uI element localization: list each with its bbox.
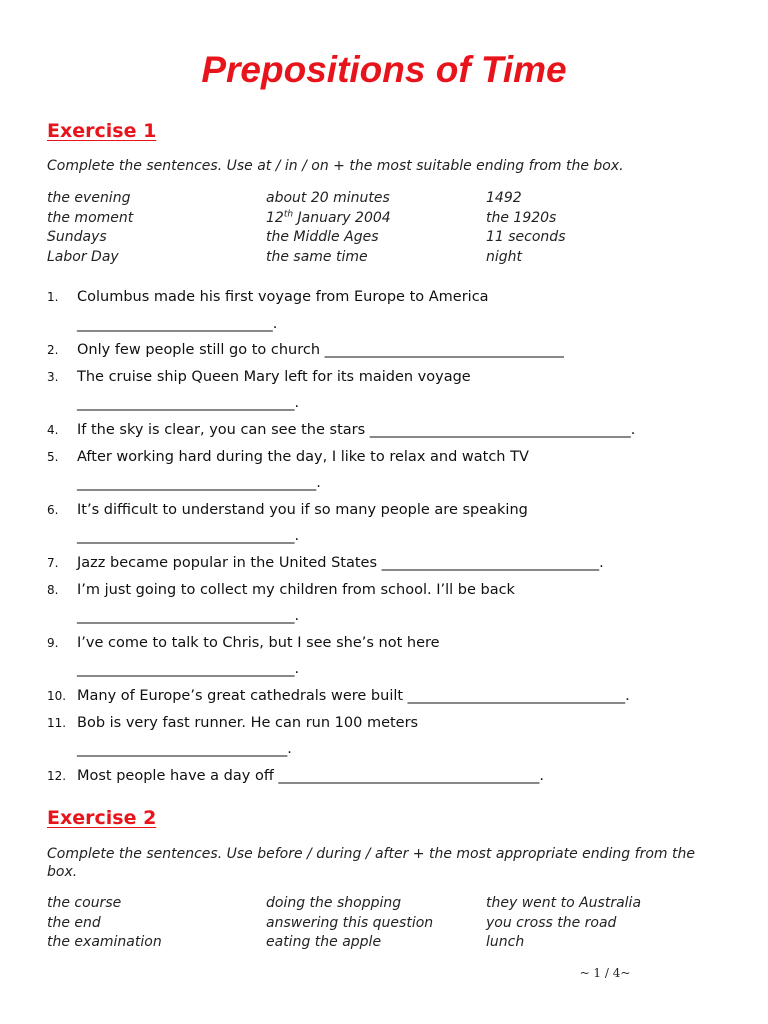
word-box-2-phrase: the course bbox=[47, 894, 122, 911]
exercise-1-heading: Exercise 1 bbox=[47, 120, 157, 142]
answer-blank: ______________________________. bbox=[77, 608, 300, 625]
question-text: Most people have a day off ____________________________________. bbox=[77, 767, 545, 784]
word-box-2-phrase: they went to Australia bbox=[486, 894, 642, 911]
question-item bbox=[47, 497, 727, 550]
word-box-2-phrase: answering this question bbox=[266, 914, 434, 931]
question-number: 10. bbox=[47, 688, 67, 703]
word-box-2-row bbox=[47, 932, 727, 952]
exercise-1-questions bbox=[47, 284, 727, 789]
question-item bbox=[47, 337, 727, 364]
word-box-1-phrase: the Middle Ages bbox=[266, 229, 379, 246]
exercise-2-heading: Exercise 2 bbox=[47, 807, 157, 829]
word-box-1-phrase: the same time bbox=[266, 248, 368, 265]
answer-blank: _____________________________. bbox=[77, 741, 292, 758]
question-text: It’s difficult to understand you if so many people are speaking bbox=[77, 501, 528, 518]
question-text: I’m just going to collect my children from school. I’ll be back bbox=[77, 581, 515, 598]
word-box-2-phrase: doing the shopping bbox=[266, 894, 402, 911]
page-title: Prepositions of Time bbox=[201, 49, 567, 90]
question-number: 7. bbox=[47, 555, 59, 570]
question-item bbox=[47, 763, 727, 790]
question-number: 8. bbox=[47, 582, 59, 597]
answer-blank: ______________________________. bbox=[77, 395, 300, 412]
word-box-2-phrase: lunch bbox=[486, 934, 525, 951]
word-box-1-phrase: the 1920s bbox=[486, 209, 557, 226]
word-box-1-phrase: the evening bbox=[47, 189, 131, 206]
question-item bbox=[47, 550, 727, 577]
question-text: The cruise ship Queen Mary left for its maiden voyage bbox=[77, 368, 471, 385]
question-number: 12. bbox=[47, 768, 67, 783]
word-box-1-row bbox=[47, 208, 727, 228]
question-item bbox=[47, 444, 727, 497]
word-box-1-phrase: 12th January 2004 bbox=[266, 208, 391, 226]
answer-blank: ______________________________. bbox=[77, 528, 300, 545]
word-box-2-phrase: eating the apple bbox=[266, 934, 382, 951]
word-box-1-phrase: Sundays bbox=[47, 229, 107, 246]
question-text: Bob is very fast runner. He can run 100 meters bbox=[77, 714, 419, 731]
question-text: I’ve come to talk to Chris, but I see she’s not here bbox=[77, 634, 440, 651]
question-text: If the sky is clear, you can see the stars ____________________________________. bbox=[77, 421, 636, 438]
word-box-2-phrase: the end bbox=[47, 914, 101, 931]
answer-blank: _________________________________. bbox=[77, 475, 321, 492]
answer-blank: ______________________________. bbox=[77, 661, 300, 678]
question-number: 2. bbox=[47, 343, 59, 358]
question-number: 4. bbox=[47, 422, 59, 437]
question-number: 9. bbox=[47, 635, 59, 650]
question-text: Columbus made his first voyage from Europe to America bbox=[77, 289, 489, 305]
word-box-1-phrase: 11 seconds bbox=[486, 229, 566, 246]
page-number: ~ 1 / 4~ bbox=[579, 966, 631, 980]
exercise-2-word-box bbox=[47, 893, 727, 952]
word-box-2-row bbox=[47, 893, 727, 913]
question-item bbox=[47, 683, 727, 710]
exercise-1-instruction: Complete the sentences. Use at / in / on + the most suitable ending from the box. bbox=[47, 158, 624, 174]
question-number: 3. bbox=[47, 369, 59, 384]
question-item bbox=[47, 630, 727, 683]
question-item bbox=[47, 417, 727, 444]
question-text: Many of Europe’s great cathedrals were built ______________________________. bbox=[77, 687, 630, 704]
word-box-1-phrase: about 20 minutes bbox=[266, 189, 390, 206]
word-box-1-phrase: night bbox=[486, 248, 523, 265]
question-number: 1. bbox=[47, 290, 59, 304]
question-number: 11. bbox=[47, 715, 67, 730]
exercise-2-instruction: Complete the sentences. Use before / during / after + the most appropriate ending from the box. bbox=[47, 846, 695, 880]
answer-blank: ___________________________. bbox=[77, 315, 278, 332]
question-text: After working hard during the day, I like to relax and watch TV bbox=[77, 448, 529, 465]
word-box-1-phrase: 1492 bbox=[486, 189, 522, 206]
question-number: 5. bbox=[47, 449, 59, 464]
word-box-1-phrase: the moment bbox=[47, 209, 134, 226]
word-box-1-row bbox=[47, 188, 727, 208]
exercise-1-word-box bbox=[47, 188, 727, 267]
word-box-2-phrase: the examination bbox=[47, 934, 162, 951]
word-box-1-row bbox=[47, 227, 727, 247]
word-box-2-row bbox=[47, 913, 727, 933]
question-number: 6. bbox=[47, 502, 59, 517]
question-item bbox=[47, 577, 727, 630]
question-text: Only few people still go to church _________________________________ bbox=[77, 342, 564, 359]
word-box-2-phrase: you cross the road bbox=[486, 914, 617, 931]
question-item bbox=[47, 364, 727, 417]
question-item bbox=[47, 284, 727, 337]
word-box-1-phrase: Labor Day bbox=[47, 248, 119, 265]
question-text: Jazz became popular in the United States ______________________________. bbox=[77, 554, 604, 571]
question-item bbox=[47, 710, 727, 763]
word-box-1-row bbox=[47, 247, 727, 267]
